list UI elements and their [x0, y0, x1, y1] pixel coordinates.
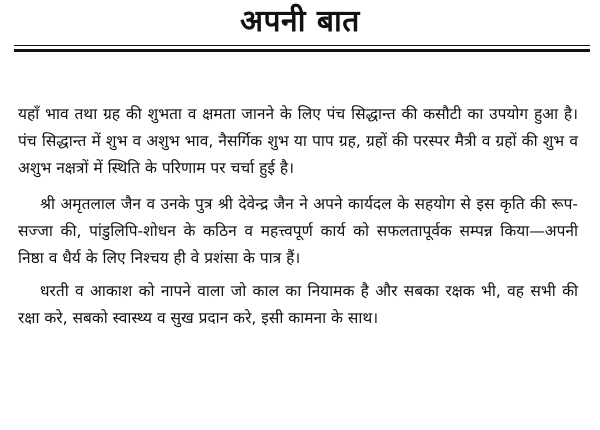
body-text	[18, 101, 578, 333]
title-rule-thin	[14, 45, 590, 46]
page-title: अपनी बात	[240, 4, 360, 39]
paragraph-3: धरती व आकाश को नापने वाला जो काल का नियामक है और सबका रक्षक भी, वह सभी की रक्षा करे, सबको स्वास्थ्य व सुख प्रदान करे, इसी कामना के साथ।	[18, 282, 578, 328]
paragraph-2: श्री अमृतलाल जैन व उनके पुत्र श्री देवेन्द्र जैन ने अपने कार्यदल के सहयोग से इस कृति की रूप-सज्जा की, पांडुलिपि-शोधन के कठिन व महत्त्वपूर्ण कार्य को सफलतापूर्वक सम्पन्न किया—अपनी निष्ठा व धैर्य के लिए निश्चय ही वे प्रशंसा के पात्र हैं।	[18, 194, 578, 268]
title-rule-thick	[14, 49, 590, 52]
paragraph-1: यहाँ भाव तथा ग्रह की शुभता व क्षमता जानने के लिए पंच सिद्धान्त की कसौटी का उपयोग हुआ है। पंच सिद्धान्त में शुभ व अशुभ भाव, नैसर्गिक शुभ या पाप ग्रह, ग्रहों की परस्पर मैत्री व ग्रहों की शुभ व अशुभ नक्षत्रों में स्थिति के परिणाम पर चर्चा हुई है।	[18, 105, 578, 178]
